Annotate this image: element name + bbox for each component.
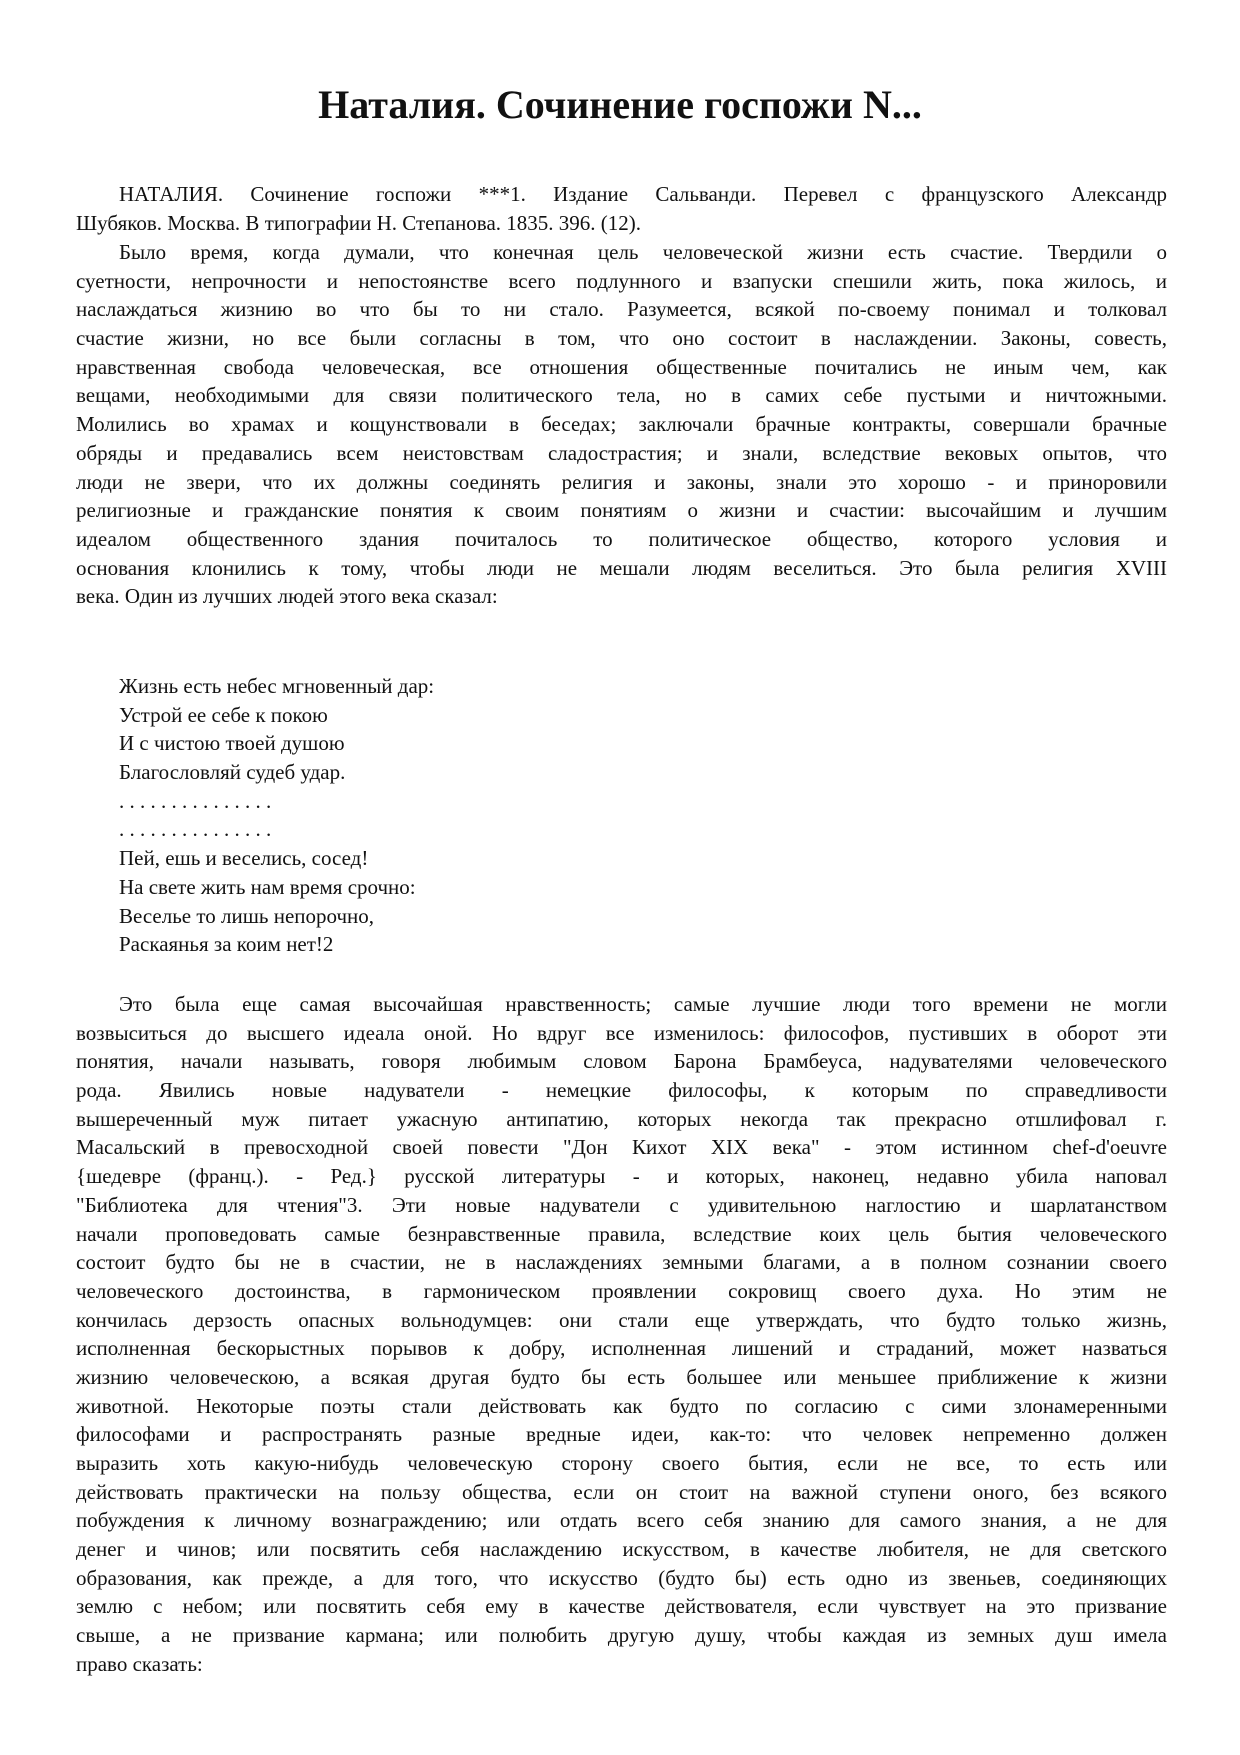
text-line: Шубяков. Москва. В типографии Н. Степанова. 1835. 396. (12). xyxy=(76,210,642,235)
text-line: право сказать: xyxy=(76,1651,203,1676)
text-line: понятия, начали называть, говоря любимым словом Барона Брамбеуса, надувателями человеческого xyxy=(76,1049,1167,1074)
verse-line: Жизнь есть небес мгновенный дар: xyxy=(119,674,435,698)
text-line: философами и распространять разные вредные идеи, как-то: что человек непременно должен xyxy=(76,1422,1167,1447)
text-line: жизнию человеческою, а всякая другая будто бы есть большее или меньшее приближение к жизни xyxy=(76,1364,1167,1389)
verse-line: Благословляй судеб удар. xyxy=(119,760,346,785)
text-line: состоит будто бы не в счастии, не в наслаждениях земными благами, а в полном сознании своего xyxy=(76,1250,1167,1275)
verse-line: . . . . . . . . . . . . . . . xyxy=(119,817,272,842)
text-line: денег и чинов; или посвятить себя наслаждению искусством, в качестве любителя, не для светского xyxy=(76,1537,1167,1562)
text-line: побуждения к личному вознаграждению; или отдать всего себя знанию для самого знания, а не для xyxy=(76,1508,1167,1533)
text-line: свыше, а не призвание кармана; или полюбить другую душу, чтобы каждая из земных душ имела xyxy=(76,1623,1167,1648)
text-line: обряды и предавались всем неистовствам сладострастия; и знали, вследствие вековых опытов, что xyxy=(76,440,1167,465)
text-line: рода. Явились новые надуватели - немецкие философы, к которым по справедливости xyxy=(76,1078,1167,1103)
document-title: Наталия. Сочинение госпожи N... xyxy=(318,82,922,127)
body-paragraph xyxy=(76,990,1167,1679)
text-line: {шедевре (франц.). - Ред.} русской литературы - и которых, наконец, недавно убила наповал xyxy=(76,1164,1167,1189)
text-line: люди не звери, что их должны соединять религия и законы, знали это хорошо - и приноровили xyxy=(76,469,1167,494)
verse-line: И с чистою твоей душою xyxy=(119,731,345,756)
verse-line: Пей, ешь и веселись, сосед! xyxy=(119,846,369,871)
text-line: животной. Некоторые поэты стали действовать как будто по согласию с сими злонамеренными xyxy=(76,1393,1167,1418)
text-line: нравственная свобода человеческая, все отношения общественные почитались не иным чем, как xyxy=(76,354,1167,379)
body-paragraph xyxy=(76,238,1167,611)
text-line: наслаждаться жизнию во что бы то ни стало. Разумеется, всякой по-своему понимал и толковал xyxy=(76,297,1167,322)
text-line: Это была еще самая высочайшая нравственность; самые лучшие люди того времени не могли xyxy=(119,992,1167,1016)
text-line: суетности, непрочности и непостоянстве всего подлунного и взапуски спешили жить, пока жилось, и xyxy=(76,268,1167,293)
verse-line: . . . . . . . . . . . . . . . xyxy=(119,788,272,813)
text-line: Было время, когда думали, что конечная цель человеческой жизни есть счастие. Твердили о xyxy=(119,240,1167,264)
text-line: землю с небом; или посвятить себя ему в качестве действователя, если чувствует на это призвание xyxy=(76,1594,1167,1619)
bibliographic-paragraph xyxy=(76,180,1167,237)
text-line: образования, как прежде, а для того, что искусство (будто бы) есть одно из звеньев, соединяющих xyxy=(76,1565,1167,1590)
text-line: основания клонились к тому, чтобы люди не мешали людям веселиться. Это была религия XVIII xyxy=(76,555,1167,580)
verse-line: Устрой ее себе к покою xyxy=(119,702,328,727)
text-line: возвыситься до высшего идеала оной. Но вдруг все изменилось: философов, пустивших в оборот эти xyxy=(76,1020,1167,1045)
text-line: выразить хоть какую-нибудь человеческую сторону своего бытия, если не все, то есть или xyxy=(76,1451,1167,1475)
text-line: "Библиотека для чтения"3. Эти новые надуватели с удивительною наглостию и шарлатанством xyxy=(76,1192,1167,1217)
text-line: кончилась дерзость опасных вольнодумцев: они стали еще утверждать, что будто только жизнь, xyxy=(76,1307,1167,1332)
text-line: исполненная бескорыстных порывов к добру, исполненная лишений и страданий, может назваться xyxy=(76,1336,1167,1361)
text-line: счастие жизни, но все были согласны в том, что оно состоит в наслаждении. Законы, совесть, xyxy=(76,326,1167,351)
text-line: идеалом общественного здания почиталось то политическое общество, которого условия и xyxy=(76,526,1167,551)
text-line: действовать практически на пользу общества, если он стоит на важной ступени оного, без всякого xyxy=(76,1479,1167,1504)
text-line: религиозные и гражданские понятия к своим понятиям о жизни и счастии: высочайшим и лучшим xyxy=(76,498,1167,523)
verse-line: На свете жить нам время срочно: xyxy=(119,874,416,899)
text-line: Масальский в превосходной своей повести "Дон Кихот XIX века" - этом истинном chef-d'oeuvre xyxy=(76,1135,1167,1160)
text-line: вещами, необходимыми для связи политического тела, но в самих себе пустыми и ничтожными. xyxy=(76,383,1167,408)
verse-line: Раскаянья за коим нет!2 xyxy=(119,932,334,957)
text-line: НАТАЛИЯ. Сочинение госпожи ***1. Издание Сальванди. Перевел с французского Александр xyxy=(119,182,1167,206)
text-line: Молились во храмах и кощунствовали в беседах; заключали брачные контракты, совершали брачные xyxy=(76,412,1167,437)
text-line: века. Один из лучших людей этого века сказал: xyxy=(76,584,498,609)
verse-line: Веселье то лишь непорочно, xyxy=(119,903,375,928)
verse-quote xyxy=(76,672,1167,959)
text-line: вышереченный муж питает ужасную антипатию, которых некогда так прекрасно отшлифовал г. xyxy=(76,1106,1167,1131)
text-line: начали проповедовать самые безнравственные правила, вследствие коих цель бытия человеческого xyxy=(76,1221,1167,1246)
text-line: человеческого достоинства, в гармоническом проявлении сокровищ своего духа. Но этим не xyxy=(76,1278,1167,1303)
